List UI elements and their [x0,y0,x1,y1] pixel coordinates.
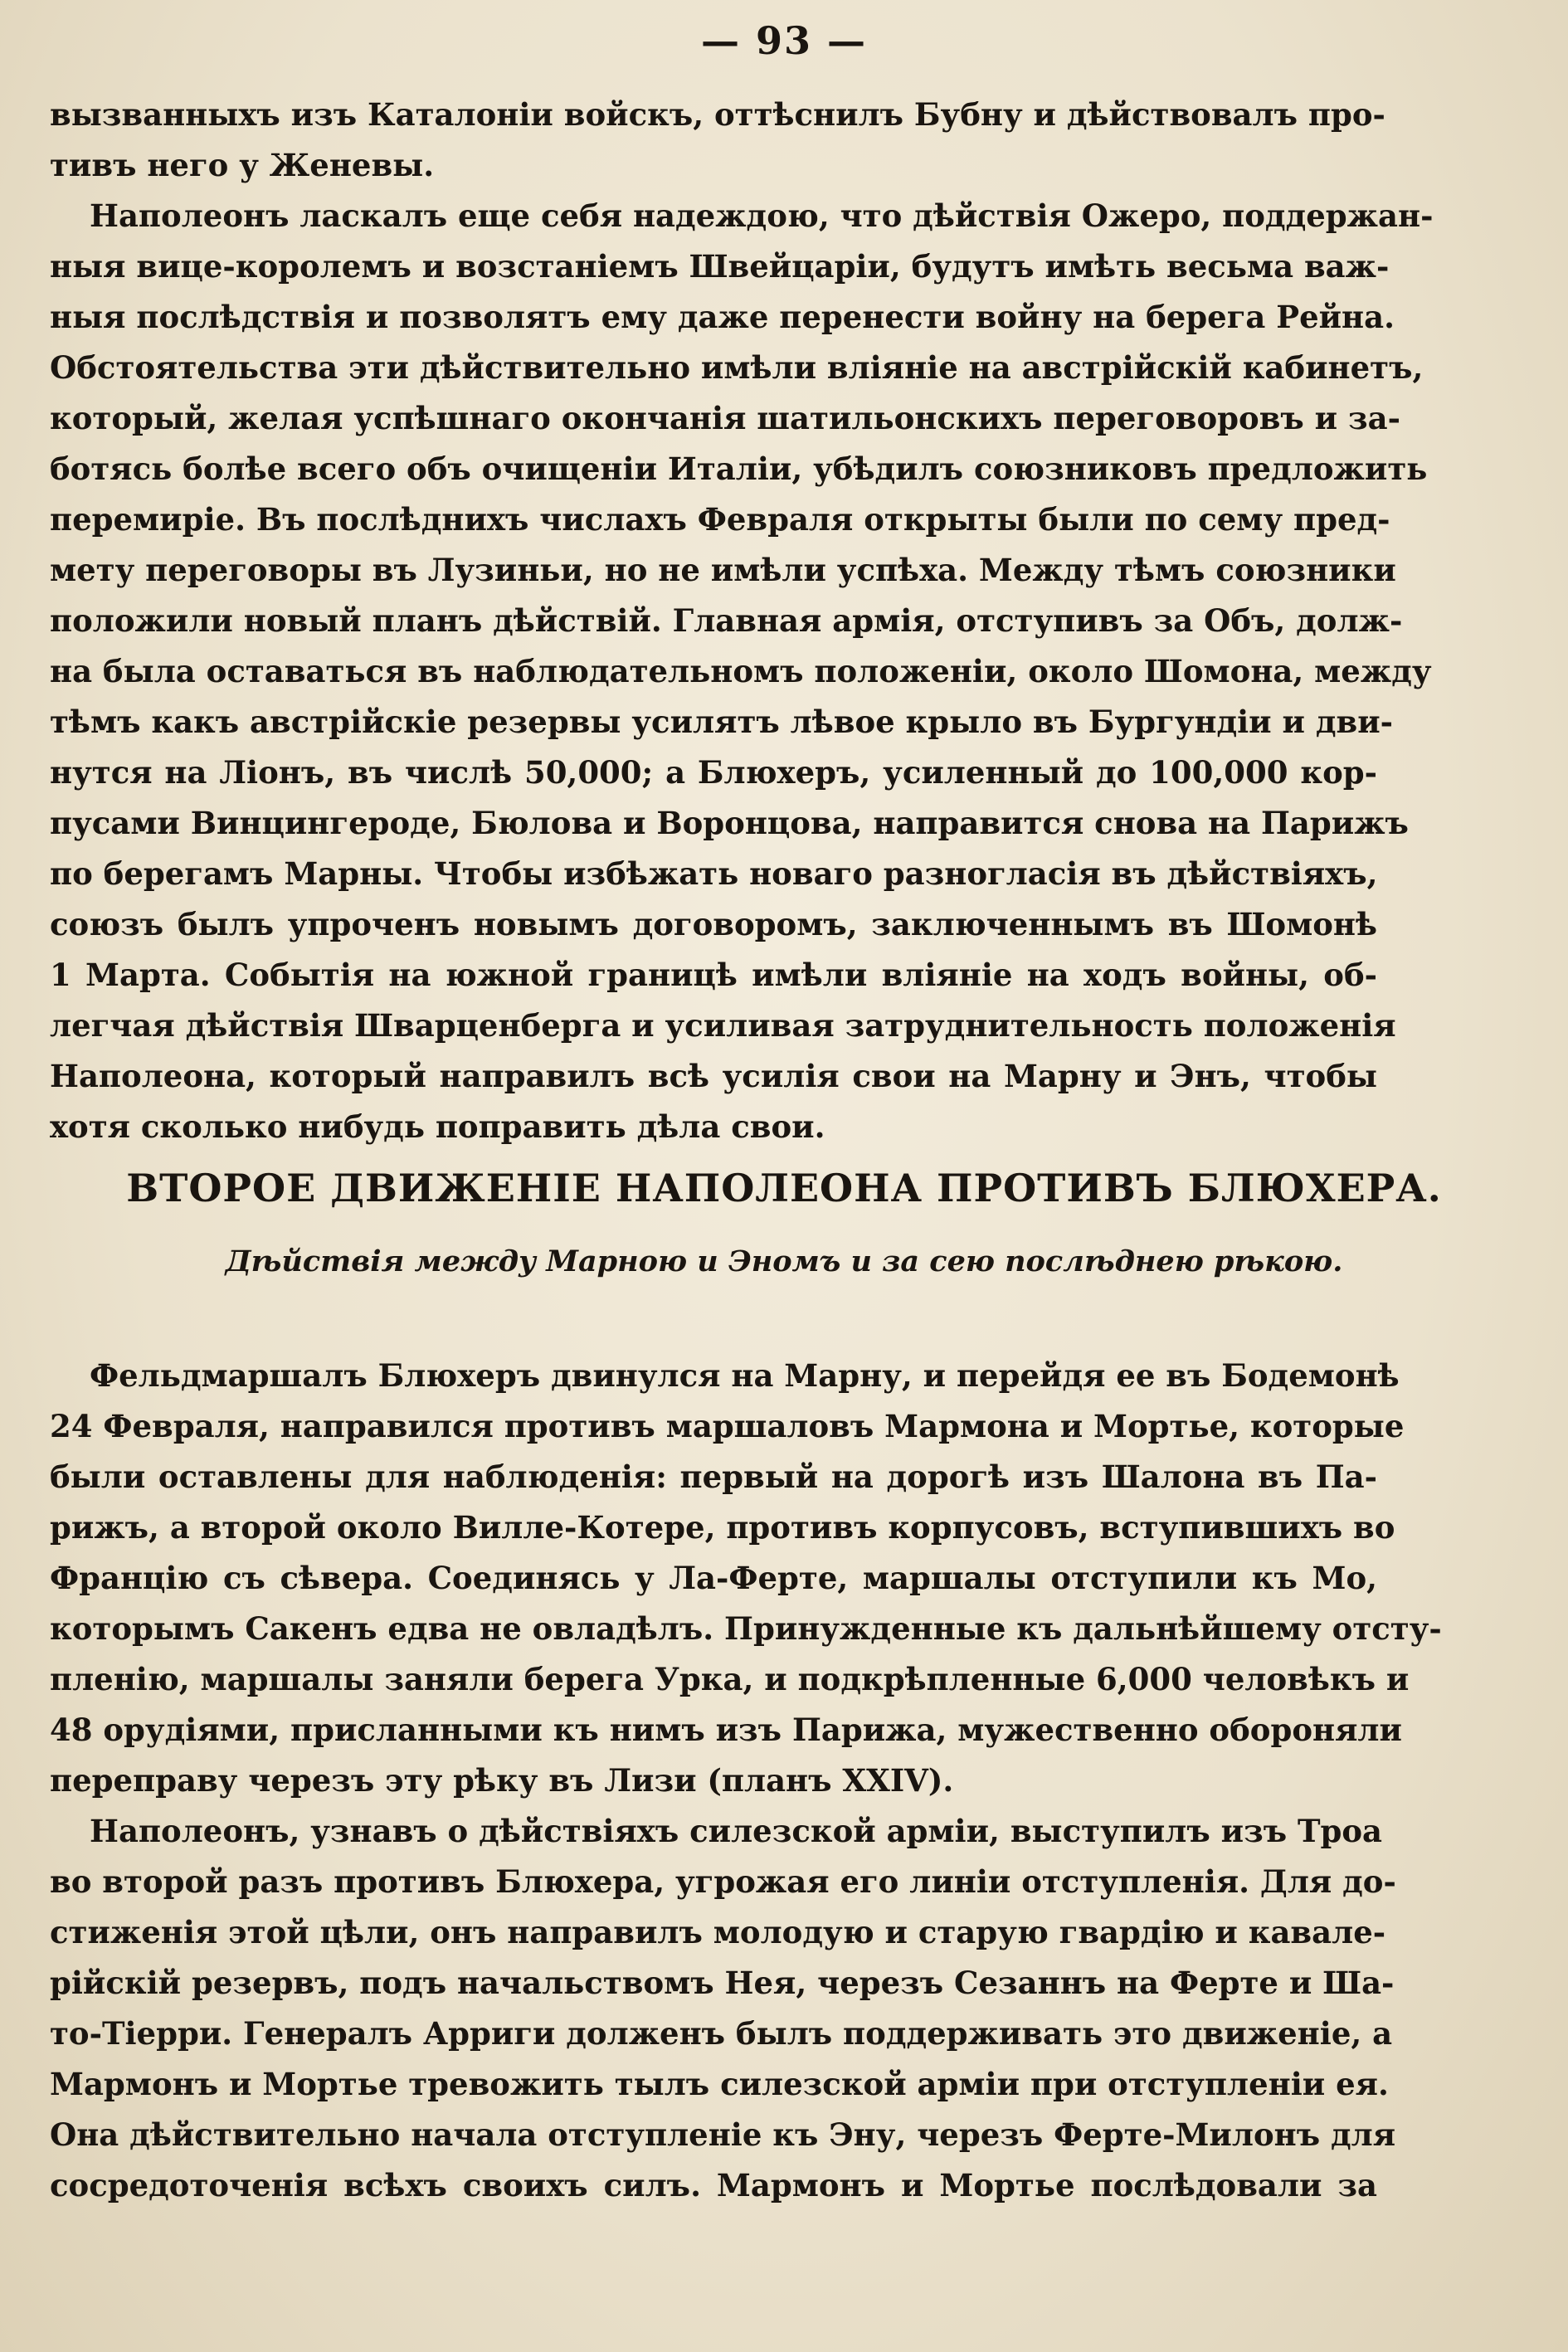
text-line: вызванныхъ изъ Каталоніи войскъ, оттѣснилъ Бубну и дѣйствовалъ про- [50,96,1385,133]
text-line: Наполеона, который направилъ всѣ усилія свои на Марну и Энъ, чтобы [50,1058,1377,1094]
text-line: союзъ былъ упроченъ новымъ договоромъ, заключеннымъ въ Шомонѣ [50,906,1377,942]
text-line: рижъ, а второй около Вилле-Котере, противъ корпусовъ, вступившихъ во [50,1509,1395,1546]
text-line: ботясь болѣе всего объ очищеніи Италіи, убѣдилъ союзниковъ предложить [50,450,1428,487]
text-line: тѣмъ какъ австрійскіе резервы усилятъ лѣвое крыло въ Бургундіи и дви- [50,704,1394,740]
text-line: нутся на Ліонъ, въ числѣ 50,000; а Блюхеръ, усиленный до 100,000 кор- [50,754,1377,791]
text-line: пленію, маршалы заняли берега Урка, и подкрѣпленные 6,000 человѣкъ и [50,1661,1410,1697]
text-line: Фельдмаршалъ Блюхеръ двинулся на Марну, и перейдя ее въ Бодемонѣ [90,1357,1400,1394]
text-line: стиженія этой цѣли, онъ направилъ молодую и старую гвардію и кавале- [50,1914,1386,1950]
text-line: которымъ Сакенъ едва не овладѣлъ. Принужденные къ дальнѣйшему отсту- [50,1610,1442,1647]
text-line: Она дѣйствительно начала отступленіе къ Эну, черезъ Ферте-Милонъ для [50,2116,1396,2153]
text-line: Обстоятельства эти дѣйствительно имѣли вліяніе на австрійскій кабинетъ, [50,349,1424,386]
text-line: ныя вице-королемъ и возстаніемъ Швейцаріи, будутъ имѣть весьма важ- [50,248,1390,285]
text-line: положили новый планъ дѣйствій. Главная армія, отступивъ за Объ, долж- [50,602,1403,639]
text-line: то-Тіерри. Генералъ Арриги долженъ былъ поддерживать это движеніе, а [50,2015,1393,2052]
text-line: тивъ него у Женевы. [50,147,435,183]
text-line: 48 орудіями, присланными къ нимъ изъ Парижа, мужественно обороняли [50,1712,1402,1748]
section-subheading: Дѣйствія между Марною и Эномъ и за сею послѣднею рѣкою. [225,1244,1343,1278]
text-line: по берегамъ Марны. Чтобы избѣжать новаго разногласія въ дѣйствіяхъ, [50,855,1378,892]
text-line: переправу черезъ эту рѣку въ Лизи (планъ XXIV). [50,1762,954,1799]
text-line: перемиріе. Въ послѣднихъ числахъ Февраля открыты были по сему пред- [50,501,1390,538]
text-line: пусами Винцингероде, Бюлова и Воронцова, направится снова на Парижъ [50,805,1409,841]
text-line: ныя послѣдствія и позволятъ ему даже перенести войну на берега Рейна. [50,299,1395,335]
text-line: Наполеонъ ласкалъ еще себя надеждою, что дѣйствія Ожеро, поддержан- [90,197,1434,234]
text-line: Мармонъ и Мортье тревожить тылъ силезской арміи при отступленіи ея. [50,2066,1389,2102]
text-line: во второй разъ противъ Блюхера, угрожая его линіи отступленія. Для до- [50,1863,1396,1900]
paragraph-block-bottom [50,1351,1442,2211]
text-line: рійскій резервъ, подъ начальствомъ Нея, черезъ Сезаннъ на Ферте и Ша- [50,1965,1395,2001]
text-line: 24 Февраля, направился противъ маршаловъ Мармона и Мортье, которые [50,1408,1405,1444]
text-line: Францію съ сѣвера. Соединясь у Ла-Ферте, маршалы отступили къ Мо, [50,1560,1377,1596]
text-line: который, желая успѣшнаго окончанія шатильонскихъ переговоровъ и за- [50,400,1400,436]
text-line: 1 Марта. Событія на южной границѣ имѣли вліяніе на ходъ войны, об- [50,957,1377,993]
text-line: легчая дѣйствія Шварценберга и усиливая затруднительность положенія [50,1007,1396,1044]
text-line: Наполеонъ, узнавъ о дѣйствіяхъ силезской арміи, выступилъ изъ Троа [90,1813,1383,1849]
text-line: сосредоточенія всѣхъ своихъ силъ. Мармонъ и Мортье послѣдовали за [50,2167,1377,2203]
paragraph-block-top [50,90,1434,1152]
text-line: хотя сколько нибудь поправить дѣла свои. [50,1108,825,1145]
section-heading: ВТОРОЕ ДВИЖЕНІЕ НАПОЛЕОНА ПРОТИВЪ БЛЮХЕРА. [126,1166,1442,1210]
text-line: были оставлены для наблюденія: первый на дорогѣ изъ Шалона въ Па- [50,1458,1377,1495]
text-line: мету переговоры въ Лузиньи, но не имѣли успѣха. Между тѣмъ союзники [50,552,1396,588]
page-number: — 93 — [700,18,868,63]
text-line: на была оставаться въ наблюдательномъ положеніи, около Шомона, между [50,653,1432,689]
